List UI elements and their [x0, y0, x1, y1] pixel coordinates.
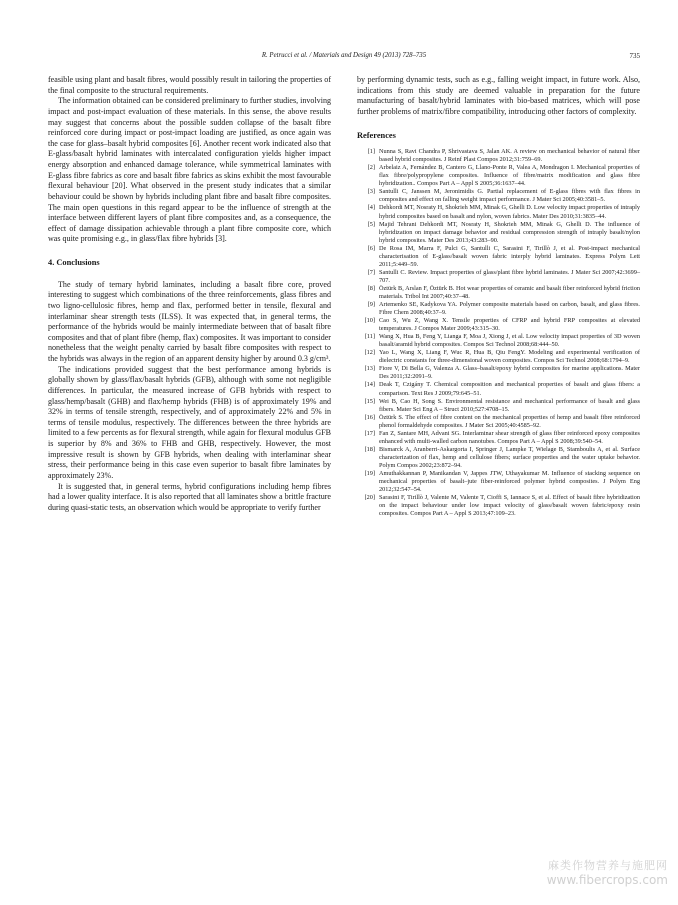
paragraph: by performing dynamic tests, such as e.g., falling weight impact, in future work. Also, indications from this study are deemed valuable in preparation for the future manufacturing of basalt/hybrid laminates with bio-based matrices, which will pose further problems of matrix/fibre compatibility, introducing other factors of complexity. — [357, 75, 640, 116]
section-heading-conclusions: 4. Conclusions — [48, 258, 100, 267]
reference-number: [18] — [364, 445, 375, 453]
watermark-url: www.fibercrops.com — [546, 873, 668, 887]
paragraph: The indications provided suggest that the best performance among hybrids is globally shown by glass/flax/basalt hybrids (GFB), although with some not negligible differences. In particular, the measured increase of GFB hybrids with respect to glass/hemp/basalt (GHB) and flax/hemp hybrids (FHB) is of approximately 19% and 32% in terms of tensile strength, respectively, and of approximately 22% and 5% in terms of tensile modulus, respectively. The differences between the three hybrids are limited to a few percents as for flexural strength, while again for flexural modulus GFB is superior by 8% and 36% to FHB and GHB, respectively. However, the most impressive result is shown by GFB hybrids, when dealing with interlaminar shear stress, their performance being in this case even superior to basalt fibre laminates by approximately 23%. — [48, 364, 331, 480]
reference-text: Öztürk S. The effect of fibre content on the mechanical properties of hemp and basalt fibre reinforced phenol formaldehyde composites. J Mater Sci 2005;40:4585–92. — [379, 413, 640, 429]
reference-item — [357, 349, 640, 365]
reference-number: [4] — [367, 204, 375, 212]
reference-item — [357, 148, 640, 164]
reference-number: [20] — [364, 494, 375, 502]
reference-item — [357, 221, 640, 245]
reference-item — [357, 398, 640, 414]
reference-text: Amuthakkannan P, Manikandan V, Jappes JTW, Uthayakumar M. Influence of stacking sequence on mechanical properties of basalt–jute fiber-reinforced polymer hybrid composites. J Polym Eng 2012;32:547–54. — [379, 470, 640, 494]
reference-text: Deak T, Czigány T. Chemical composition and mechanical properties of basalt and glass fibers: a comparison. Text Res J 2009;79:645–51. — [379, 381, 640, 397]
reference-text: Sarasini F, Tirillò J, Valente M, Valente T, Cioffi S, Iannace S, et al. Effect of basalt fibre hybridization on the impact behaviour under low impact velocity of glass/basalt woven fabric/epoxy resin composites. Compos Part A – Appl S 2013;47:109–23. — [379, 494, 640, 518]
page-header — [48, 52, 640, 64]
reference-text: Wei B, Cao H, Song S. Environmental resistance and mechanical performance of basalt and glass fibers. Mater Sci Eng A – Struct 2010;527:4708–15. — [379, 397, 640, 413]
reference-number: [3] — [367, 188, 375, 196]
reference-number: [6] — [367, 244, 375, 252]
reference-number: [15] — [364, 397, 375, 405]
right-column — [357, 75, 640, 518]
reference-item — [357, 204, 640, 220]
reference-number: [9] — [367, 301, 375, 309]
reference-text: Artemenko SE, Kadykova YA. Polymer composite materials based on carbon, basalt, and glass fibres. Fibre Chem 2008;40:37–9. — [379, 301, 640, 317]
reference-text: Fan Z, Santare MH, Advani SG. Interlaminar shear strength of glass fiber reinforced epoxy composites enhanced with multi-walled carbon nanotubes. Compos Part A – Appl S 2008;39:540–54. — [379, 429, 640, 445]
reference-number: [16] — [364, 413, 375, 421]
left-column — [48, 75, 331, 513]
reference-number: [10] — [364, 317, 375, 325]
paragraph: feasible using plant and basalt fibres, would possibly result in tailoring the properties of the final composite to the structural requirements. — [48, 75, 331, 95]
page-number: 735 — [629, 52, 640, 60]
reference-item — [357, 164, 640, 188]
reference-item — [357, 430, 640, 446]
reference-item — [357, 414, 640, 430]
reference-text: Dehkordi MT, Nosraty H, Shokrieh MM, Minak G, Ghelli D. Low velocity impact properties of intraply hybrid composites based on basalt and nylon, woven fabrics. Mater Des 2010;31:3835–44. — [379, 204, 640, 220]
reference-text: Cao S, Wu Z, Wang X. Tensile properties of CFRP and hybrid FRP composites at elevated temperatures. J Compos Mater 2009;43:315–30. — [379, 317, 640, 333]
reference-item — [357, 188, 640, 204]
reference-item — [357, 285, 640, 301]
reference-number: [1] — [367, 148, 375, 156]
running-head: R. Petrucci et al. / Materials and Design 49 (2013) 728–735 — [261, 52, 427, 59]
reference-item — [357, 470, 640, 494]
reference-number: [11] — [364, 333, 375, 341]
reference-number: [8] — [367, 284, 375, 292]
reference-item — [357, 301, 640, 317]
reference-item — [357, 494, 640, 518]
reference-text: Fiore V, Di Bella G, Valenza A. Glass–basalt/epoxy hybrid composites for marine applications. Mater Des 2011;32:2091–9. — [379, 365, 640, 381]
references-heading: References — [357, 130, 396, 140]
watermark-chinese: 麻类作物营养与施肥网 — [548, 859, 668, 872]
reference-number: [12] — [364, 349, 375, 357]
reference-text: Yao L, Wang X, Liang F, Wuc R, Hua B, Qiu FengY. Modeling and experimental verification of dielectric constants for three-dimensional woven composites. Compos Sci Technol 2008;68:1794–9. — [379, 349, 640, 365]
reference-text: De Rosa IM, Marra F, Pulci G, Santulli C, Sarasini F, Tirillò J, et al. Post-impact mechanical characterisation of E-glass/basalt woven fabric interply hybrid laminates. Express Polym Lett 2011;5:449–59. — [379, 244, 640, 268]
reference-number: [14] — [364, 381, 375, 389]
reference-item — [357, 365, 640, 381]
reference-text: Wang X, Hua B, Feng Y, Lianga F, Moa J, Xiong J, et al. Low velocity impact properties of 3D woven basalt/aramid hybrid composites. Compos Sci Technol 2008;68:444–50. — [379, 333, 640, 349]
reference-list — [357, 148, 640, 518]
reference-text: Majid Tehrani Dehkordi MT, Nosraty H, Shokrieh MM, Minak G, Ghelli D. The influence of hybridization on impact damage behavior and residual compression strength of intraply basalt/nylon hybrid composites. Mater Des 2013;43:283–90. — [379, 220, 640, 244]
reference-number: [7] — [367, 268, 375, 276]
reference-item — [357, 245, 640, 269]
paragraph: The study of ternary hybrid laminates, including a basalt fibre core, proved interesting to suggest which combinations of the three reinforcements, glass fibres and two ligno-cellulosic fibres, hemp and flax, performed better in tensile, flexural and interlaminar shear strength tests (ILSS). It was expected that, in general terms, the performance of the hybrids would be mainly intermediate between that of basalt fibre composites and that of plant fibre (hemp, flax) composites. It was important to consider nonetheless that the weight penalty carried by basalt fibre composites with respect to the hybrids was always in the region of an apparent density higher by around 0.3 g/cm³. — [48, 279, 331, 363]
reference-number: [2] — [367, 164, 375, 172]
reference-number: [13] — [364, 365, 375, 373]
reference-text: Santulli C, Janssen M, Jeronimidis G. Partial replacement of E-glass fibres with flax fibres in composites and effect on falling weight impact performance. J Mater Sci 2005;40:3581–5. — [379, 188, 640, 204]
paragraph: It is suggested that, in general terms, hybrid configurations including hemp fibres had a lower quality interface. It is also reported that all laminates show a brittle fracture during quasi-static tests, an observation which would be appropriate to verify further — [48, 481, 331, 512]
reference-text: Nunna S, Ravi Chandra P, Shrivastava S, Jalan AK. A review on mechanical behavior of natural fiber based hybrid composites. J Reinf Plast Compos 2012;31:759–69. — [379, 148, 640, 164]
reference-text: Santulli C. Review. Impact properties of glass/plant fibre hybrid laminates. J Mater Sci 2007;42:3699–707. — [379, 268, 640, 284]
reference-number: [19] — [364, 470, 375, 477]
reference-text: Arbelaiz A, Fernández B, Cantero G, Llano-Ponte R, Valea A, Mondragon I. Mechanical properties of flax fibre/polypropylene composites. Influence of fibre/matrix modification and glass fibre hybridization.. Compos Part A – Appl S 2005;36:1637–44. — [379, 164, 640, 188]
reference-item — [357, 381, 640, 397]
reference-item — [357, 317, 640, 333]
reference-text: Bismarck A, Aranberri-Askargorta I, Springer J, Lampke T, Wielage B, Stamboulis A, et al. Surface characterization of flax, hemp and cellulose fibers; surface properties and the water uptake behavior. Polym Compos 2002;23:872–94. — [379, 445, 640, 469]
reference-item — [357, 333, 640, 349]
paragraph: The information obtained can be considered preliminary to further studies, involving impact and post-impact evaluation of these materials. In this sense, the above results may suggest that concerns about the possible sudden collapse of the basalt fibre reinforced core during impact or post-impact loading are justified, as once again was the case for glass–basalt hybrid composites [6]. Another recent work indicated also that E-glass/basalt hybrid laminates with intercalated configuration yields higher impact energy absorption and enhanced damage tolerance, while symmetrical laminates with E-glass fibre fabrics as core and basalt fibre fabrics as skins exhibit the most favourable flexural behaviour [20]. What observed in the present study indicates that a similar behaviour could be shown by hybrids including plant fibre and basalt fibre composites. The main open questions in this regard appear to be the influence of strength at the interface between different layers of plant fibre composites and, as a consequence, the effect of damage dissipation achievable through a plant fibre composite core, which was quite promising e.g., in glass/flax fibre hybrids [3]. — [48, 96, 331, 244]
reference-item — [357, 269, 640, 285]
reference-text: Öztürk B, Arslan F, Öztürk B. Hot wear properties of ceramic and basalt fiber reinforced hybrid friction materials. Tribol Int 2007;40:37–48. — [379, 284, 640, 300]
reference-number: [17] — [364, 429, 375, 437]
reference-item — [357, 446, 640, 470]
watermark — [547, 859, 668, 887]
reference-number: [5] — [367, 220, 375, 228]
